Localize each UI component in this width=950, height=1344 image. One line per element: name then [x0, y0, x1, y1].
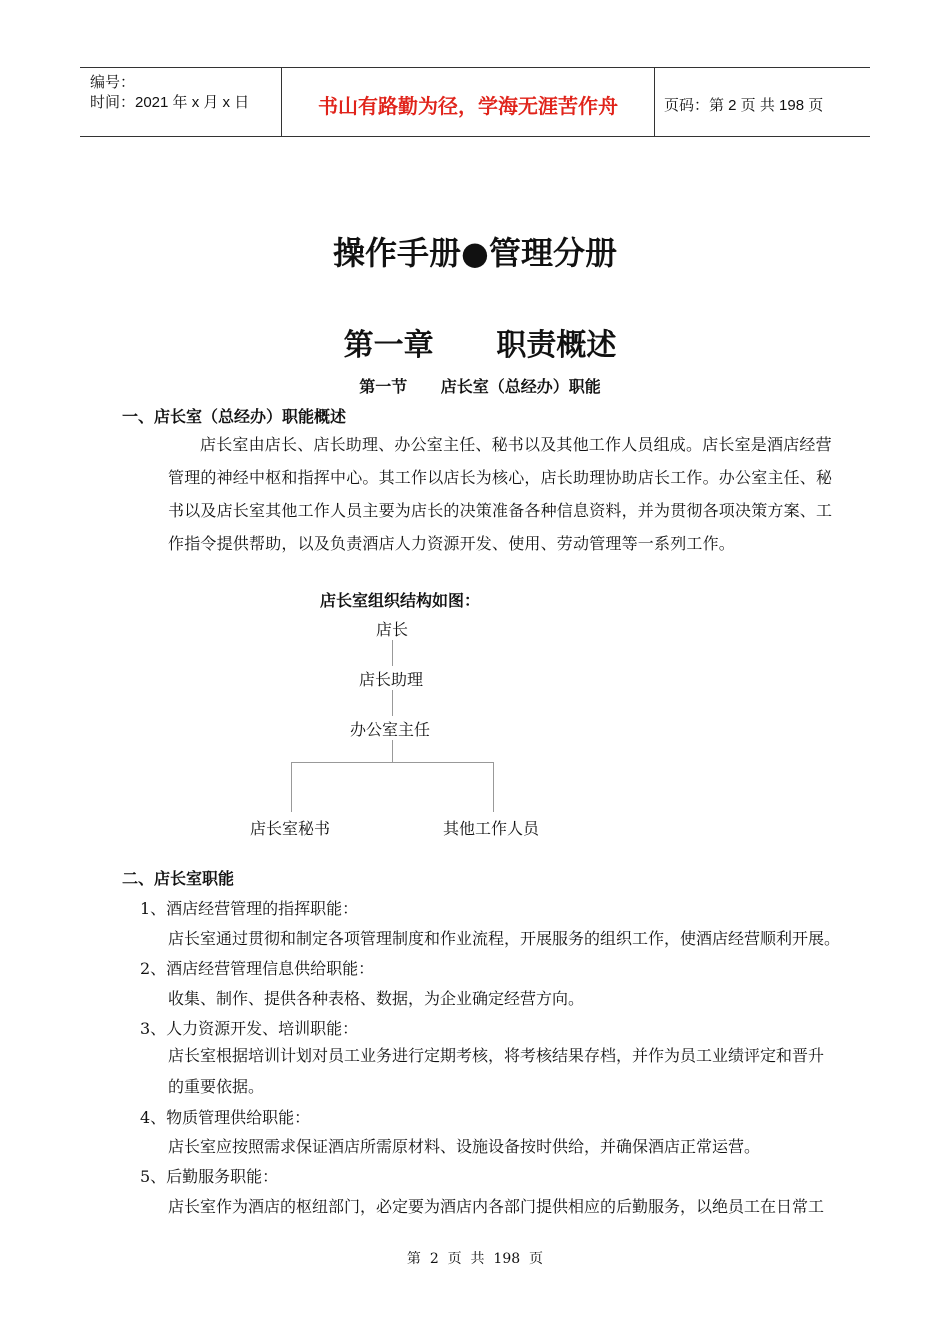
org-branch-line [291, 762, 493, 763]
org-node-other-staff: 其他工作人员 [443, 819, 540, 838]
function-item-desc: 店长室作为酒店的枢纽部门，必定要为酒店内各部门提供相应的后勤服务，以绝员工在日常工 [168, 1197, 825, 1216]
org-node-secretary: 店长室秘书 [250, 819, 331, 838]
part1-paragraph [168, 428, 863, 560]
part2-heading: 二、店长室职能 [122, 869, 235, 888]
header-bottom-rule [80, 136, 870, 137]
paragraph-line: 书以及店长室其他工作人员主要为店长的决策准备各种信息资料，并为贯彻各项决策方案、工 [168, 501, 833, 520]
org-connector [493, 762, 494, 812]
org-connector [392, 690, 393, 716]
org-node-manager: 店长 [376, 620, 409, 639]
org-node-assistant: 店长助理 [359, 670, 424, 689]
org-connector [291, 762, 292, 812]
org-node-office-director: 办公室主任 [350, 720, 431, 739]
function-item-title: 2、酒店经营管理信息供给职能： [140, 959, 375, 978]
header-page-info: 页码：第 2 页 共 198 页 [664, 97, 824, 114]
org-connector [392, 640, 393, 666]
document-number-label: 编号： [90, 74, 136, 91]
section-title: 第一节 店长室（总经办）职能 [359, 377, 601, 396]
function-item-desc: 店长室根据培训计划对员工业务进行定期考核，将考核结果存档，并作为员工业绩评定和晋升 [168, 1046, 825, 1065]
org-chart-caption: 店长室组织结构如图： [320, 591, 481, 610]
header-top-rule [80, 67, 870, 68]
header-motto: 书山有路勤为径，学海无涯苦作舟 [318, 94, 618, 118]
function-item-desc: 的重要依据。 [168, 1077, 265, 1096]
part1-heading: 一、店长室（总经办）职能概述 [122, 407, 347, 426]
header-divider-right [654, 67, 655, 136]
paragraph-line: 作指令提供帮助，以及负责酒店人力资源开发、使用、劳动管理等一系列工作。 [168, 534, 736, 553]
page-footer: 第 2 页 共 198 页 [406, 1251, 544, 1267]
paragraph-line: 店长室由店长、店长助理、办公室主任、秘书以及其他工作人员组成。店长室是酒店经营 [200, 435, 832, 454]
paragraph-line: 管理的神经中枢和指挥中心。其工作以店长为核心，店长助理协助店长工作。办公室主任、秘 [168, 468, 833, 487]
function-item-title: 5、后勤服务职能： [140, 1167, 279, 1186]
function-item-desc: 店长室通过贯彻和制定各项管理制度和作业流程，开展服务的组织工作，使酒店经营顺利开展。 [168, 929, 841, 948]
document-title: 操作手册●管理分册 [333, 234, 617, 272]
function-item-title: 4、物质管理供给职能： [140, 1108, 311, 1127]
function-item-desc: 店长室应按照需求保证酒店所需原材料、设施设备按时供给，并确保酒店正常运营。 [168, 1137, 761, 1156]
org-connector [392, 740, 393, 762]
function-item-title: 3、人力资源开发、培训职能： [140, 1019, 359, 1038]
function-item-title: 1、酒店经营管理的指挥职能： [140, 899, 359, 918]
function-item-desc: 收集、制作、提供各种表格、数据，为企业确定经营方向。 [168, 989, 585, 1008]
chapter-title: 第一章 职责概述 [343, 328, 617, 363]
document-date-label: 时间：2021 年 x 月 x 日 [90, 94, 250, 111]
